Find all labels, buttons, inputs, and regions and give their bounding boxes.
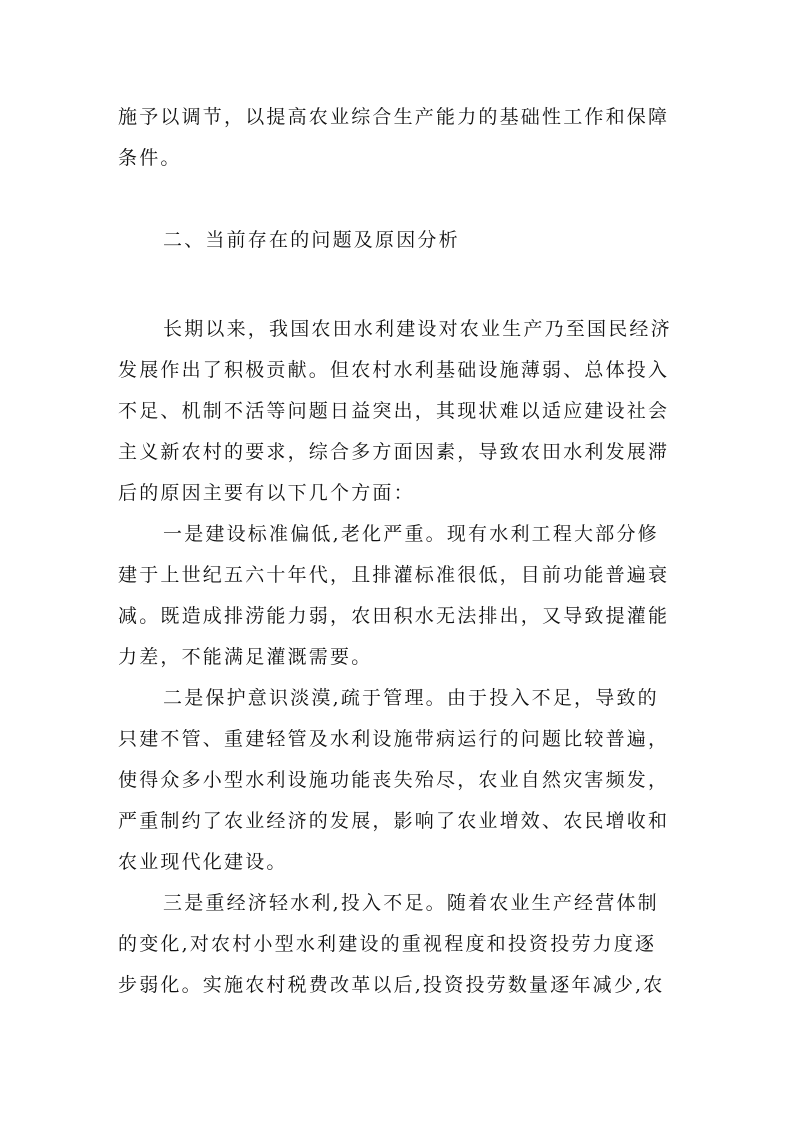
section-heading: 二、当前存在的问题及原因分析 xyxy=(163,229,460,251)
paragraph-line: 严重制约了农业经济的发展，影响了农业增效、农民增收和 xyxy=(118,810,670,832)
paragraph-line: 不足、机制不活等问题日益突出，其现状难以适应建设社会 xyxy=(118,400,670,422)
paragraph-line: 施予以调节，以提高农业综合生产能力的基础性工作和保障 xyxy=(118,106,670,128)
paragraph-line: 建于上世纪五六十年代，且排灌标准很低，目前功能普遍衰 xyxy=(118,564,670,586)
paragraph-line: 三是重经济轻水利,投入不足。随着农业生产经营体制 xyxy=(163,892,659,914)
paragraph-line: 二是保护意识淡漠,疏于管理。由于投入不足，导致的 xyxy=(163,687,659,709)
paragraph-line: 长期以来，我国农田水利建设对农业生产乃至国民经济 xyxy=(163,318,672,340)
paragraph-line: 发展作出了积极贡献。但农村水利基础设施薄弱、总体投入 xyxy=(118,359,670,381)
paragraph-line: 一是建设标准偏低,老化严重。现有水利工程大部分修 xyxy=(163,523,659,545)
paragraph-line: 步弱化。实施农村税费改革以后,投资投劳数量逐年减少,农 xyxy=(118,974,665,996)
paragraph-line: 使得众多小型水利设施功能丧失殆尽，农业自然灾害频发， xyxy=(118,769,670,791)
paragraph-line: 的变化,对农村小型水利建设的重视程度和投资投劳力度逐 xyxy=(118,933,657,955)
paragraph-line: 农业现代化建设。 xyxy=(118,851,288,873)
paragraph-line: 力差，不能满足灌溉需要。 xyxy=(118,646,373,668)
paragraph-line: 条件。 xyxy=(118,147,182,169)
paragraph-line: 主义新农村的要求，综合多方面因素，导致农田水利发展滞 xyxy=(118,441,670,463)
paragraph-line: 只建不管、重建轻管及水利设施带病运行的问题比较普遍， xyxy=(118,728,670,750)
paragraph-line: 减。既造成排涝能力弱，农田积水无法排出，又导致提灌能 xyxy=(118,605,670,627)
paragraph-line: 后的原因主要有以下几个方面： xyxy=(118,482,415,504)
